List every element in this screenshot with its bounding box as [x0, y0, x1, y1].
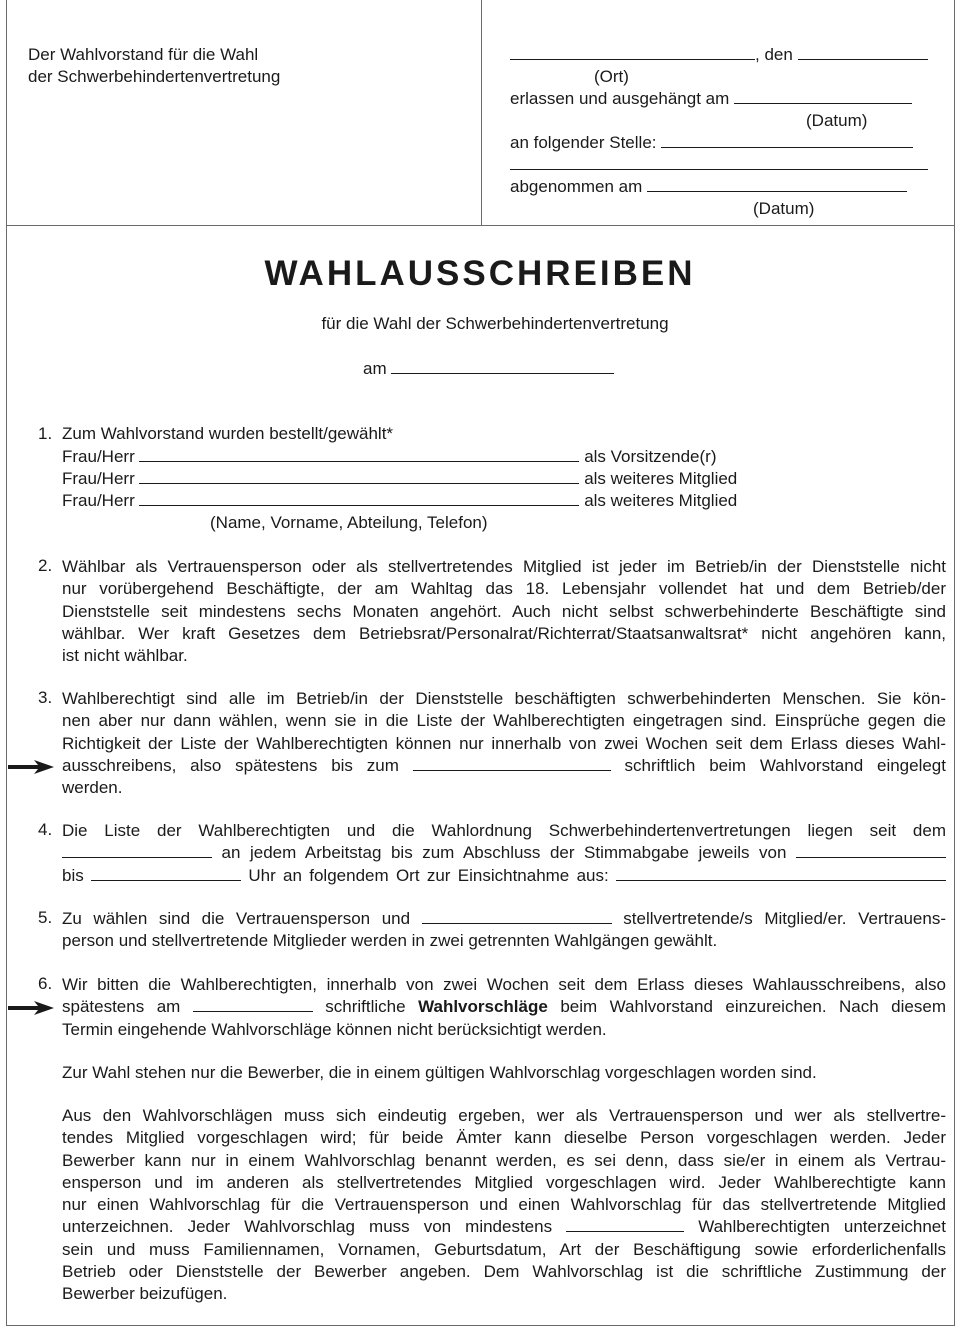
member-prefix: Frau/Herr	[62, 447, 135, 466]
text-fragment: Uhr an folgendem Ort zur Einsichtnahme aus:	[248, 865, 609, 885]
text-line: wählbar. Wer kraft Gesetzes dem Betriebsrat/Personalrat/Richterrat/Staatsanwaltsrat* nicht angehören kann,	[62, 623, 946, 643]
text-fragment-bold: Wahlvorschläge	[418, 997, 548, 1017]
am-label: am	[363, 359, 387, 378]
deputies-line	[62, 908, 946, 930]
member-role: als weiteres Mitglied	[584, 469, 738, 488]
text-line: werden.	[62, 778, 123, 798]
time-until-blank[interactable]	[91, 865, 241, 881]
objection-deadline-blank[interactable]	[413, 755, 611, 771]
member-role: als weiteres Mitglied	[584, 491, 738, 510]
text-line: Wahlberechtigt sind alle im Betrieb/in der Dienststelle beschäftigten schwerbehinderten Menschen. Sie kön-	[62, 689, 946, 708]
text-line: Die Liste der Wahlberechtigten und die Wahlordnung Schwerbehindertenvertretungen liegen seit dem	[62, 821, 946, 840]
election-date-row	[363, 358, 614, 380]
date-blank[interactable]	[798, 44, 928, 60]
text-fragment: schriftlich beim Wahlvorstand eingelegt	[624, 755, 946, 775]
arrow-right-icon	[8, 1000, 54, 1016]
text-fragment: stellvertretende/s Mitglied/er. Vertrauens-	[623, 909, 946, 928]
text-line: Wählbar als Vertrauensperson oder als stellvertretendes Mitglied ist jeder im Betrieb/in der Dienststelle nicht	[62, 557, 946, 576]
text-line: Termin eingehende Wahlvorschläge können nicht berücksichtigt werden.	[62, 1019, 607, 1039]
erlassen-blank[interactable]	[734, 88, 912, 104]
stelle-blank-2[interactable]	[510, 154, 928, 170]
ort-caption: (Ort)	[594, 67, 629, 86]
member-blank[interactable]	[139, 468, 579, 484]
place-blank[interactable]	[510, 44, 755, 60]
section-5-text	[62, 908, 946, 953]
text-fragment: schriftliche	[325, 997, 406, 1017]
text-line: Bewerber kann nur in einem Wahlvorschlag benannt werden, es sei denn, dass sie/er in einem als Vertrau-	[62, 1150, 946, 1170]
stelle-label: an folgender Stelle:	[510, 133, 657, 152]
text-line: Betrieb oder Dienststelle der Bewerber angeben. Dem Wahlvorschlag ist die schriftliche Zustimmung der	[62, 1262, 946, 1282]
text-line: nur vorübergehend Beschäftigte, der am Wahltag das 18. Lebensjahr vollendet hat und dem Betrieb/der	[62, 579, 946, 599]
member-row-3	[62, 490, 737, 511]
text-line: Bewerber beizufügen.	[62, 1284, 228, 1304]
text-line: nur einen Wahlvorschlag für die Vertrauensperson und einen Wahlvorschlag für das stellvertretende Mitglied	[62, 1195, 946, 1215]
text-fragment: Zu wählen sind die Vertrauensperson und	[62, 909, 411, 928]
stelle-blank[interactable]	[661, 132, 913, 148]
text-line: Zur Wahl stehen nur die Bewerber, die in einem gültigen Wahlvorschlag vorgeschlagen worden sind.	[62, 1063, 817, 1082]
issuer-line-2: der Schwerbehindertenvertretung	[28, 67, 281, 86]
member-blank[interactable]	[139, 446, 579, 462]
section-2-number: 2.	[38, 556, 53, 575]
text-line: Wir bitten die Wahlberechtigten, innerhalb von zwei Wochen seit dem Erlass dieses Wahlausschreibens, also	[62, 975, 946, 994]
member-prefix: Frau/Herr	[62, 491, 135, 510]
issuer-line-1: Der Wahlvorstand für die Wahl	[28, 45, 259, 64]
member-row-1	[62, 446, 716, 467]
text-line: Aus den Wahlvorschlägen muss sich eindeutig ergeben, wer als Vertrauensperson und wer als stellvertre-	[62, 1106, 946, 1125]
text-line: sein und muss Familiennamen, Vornamen, Geburtsdatum, Art der Beschäftigung sowie erforderlichenfalls	[62, 1239, 946, 1259]
den-label: , den	[755, 45, 793, 64]
member-role: als Vorsitzende(r)	[584, 447, 717, 466]
text-fragment: unterzeichnen. Jeder Wahlvorschlag muss von mindestens	[62, 1217, 553, 1237]
section-1-number: 1.	[38, 424, 53, 443]
stelle-row	[510, 132, 913, 154]
section-1-heading: Zum Wahlvorstand wurden bestellt/gewählt*	[62, 424, 394, 443]
section-2-text	[62, 556, 946, 667]
section-4-number: 4.	[38, 820, 53, 839]
text-line: Dienststelle seit mindestens sechs Monaten angehört. Auch nicht selbst schwerbehinderte Beschäftigte sind	[62, 601, 946, 621]
text-fragment: beim Wahlvorstand einzureichen. Nach diesem	[560, 997, 946, 1017]
list-since-blank[interactable]	[62, 842, 212, 858]
section-6-number: 6.	[38, 974, 53, 993]
text-line: nen aber nur dann wählen, wenn sie in die Liste der Wahlberechtigten eingetragen sind. Einsprüche gegen die	[62, 711, 946, 731]
document-subtitle: für die Wahl der Schwerbehindertenvertretung	[321, 314, 669, 333]
member-prefix: Frau/Herr	[62, 469, 135, 488]
deputies-count-blank[interactable]	[422, 908, 612, 924]
list-until-line	[62, 865, 946, 887]
section-6-paragraph-3	[62, 1105, 946, 1306]
member-blank[interactable]	[139, 490, 579, 506]
signatures-line	[62, 1216, 946, 1238]
header-divider-horizontal	[7, 225, 954, 226]
abgenommen-blank[interactable]	[647, 176, 907, 192]
header-divider-vertical	[481, 0, 482, 226]
location-blank[interactable]	[616, 865, 946, 881]
text-line: ensperson und im anderen als stellvertretendes Mitglied vorgeschlagen wird. Jeder Wahlberechtigte kann	[62, 1172, 946, 1192]
list-from-line	[62, 842, 946, 864]
section-6-paragraph-2	[62, 1062, 946, 1084]
document-title: WAHLAUSSCHREIBEN	[264, 254, 696, 293]
text-fragment: an jedem Arbeitstag bis zum Abschluss der Stimmabgabe jeweils von	[221, 843, 787, 863]
time-from-blank[interactable]	[796, 842, 946, 858]
abgenommen-label: abgenommen am	[510, 177, 643, 196]
erlassen-row	[510, 88, 912, 110]
section-3-number: 3.	[38, 688, 53, 707]
abgenommen-row	[510, 176, 907, 198]
member-row-2	[62, 468, 737, 489]
text-fragment: spätestens am	[62, 997, 181, 1017]
text-line: person und stellvertretende Mitglieder werden in zwei getrennten Wahlgängen gewählt.	[62, 931, 718, 951]
member-caption: (Name, Vorname, Abteilung, Telefon)	[210, 513, 488, 532]
nomination-deadline-blank[interactable]	[193, 996, 313, 1012]
stelle-row-2	[510, 154, 928, 176]
text-fragment: ausschreibens, also spätestens bis zum	[62, 755, 399, 775]
section-6-text	[62, 974, 946, 1041]
section-4-text	[62, 820, 946, 887]
place-date-row	[510, 44, 928, 66]
text-line: tendes Mitglied vorgeschlagen wird; für beide Ämter kann dieselbe Person vorgeschlagen werden. Jeder	[62, 1128, 946, 1148]
datum-caption-1: (Datum)	[806, 111, 868, 130]
text-line: ist nicht wählbar.	[62, 646, 188, 666]
datum-caption-2: (Datum)	[753, 199, 815, 218]
signature-count-blank[interactable]	[566, 1216, 684, 1232]
text-line: Richtigkeit der Liste der Wahlberechtigten können nur innerhalb von zwei Wochen seit dem Erlass dieses Wahl-	[62, 733, 946, 753]
text-fragment: bis	[62, 865, 84, 885]
nomination-deadline-line	[62, 996, 946, 1018]
objection-deadline-line	[62, 755, 946, 777]
erlassen-label: erlassen und ausgehängt am	[510, 89, 730, 108]
text-fragment: Wahlberechtigten unterzeichnet	[698, 1217, 946, 1237]
section-5-number: 5.	[38, 908, 53, 927]
arrow-right-icon	[8, 759, 54, 775]
election-date-blank[interactable]	[391, 358, 614, 374]
section-3-text	[62, 688, 946, 799]
